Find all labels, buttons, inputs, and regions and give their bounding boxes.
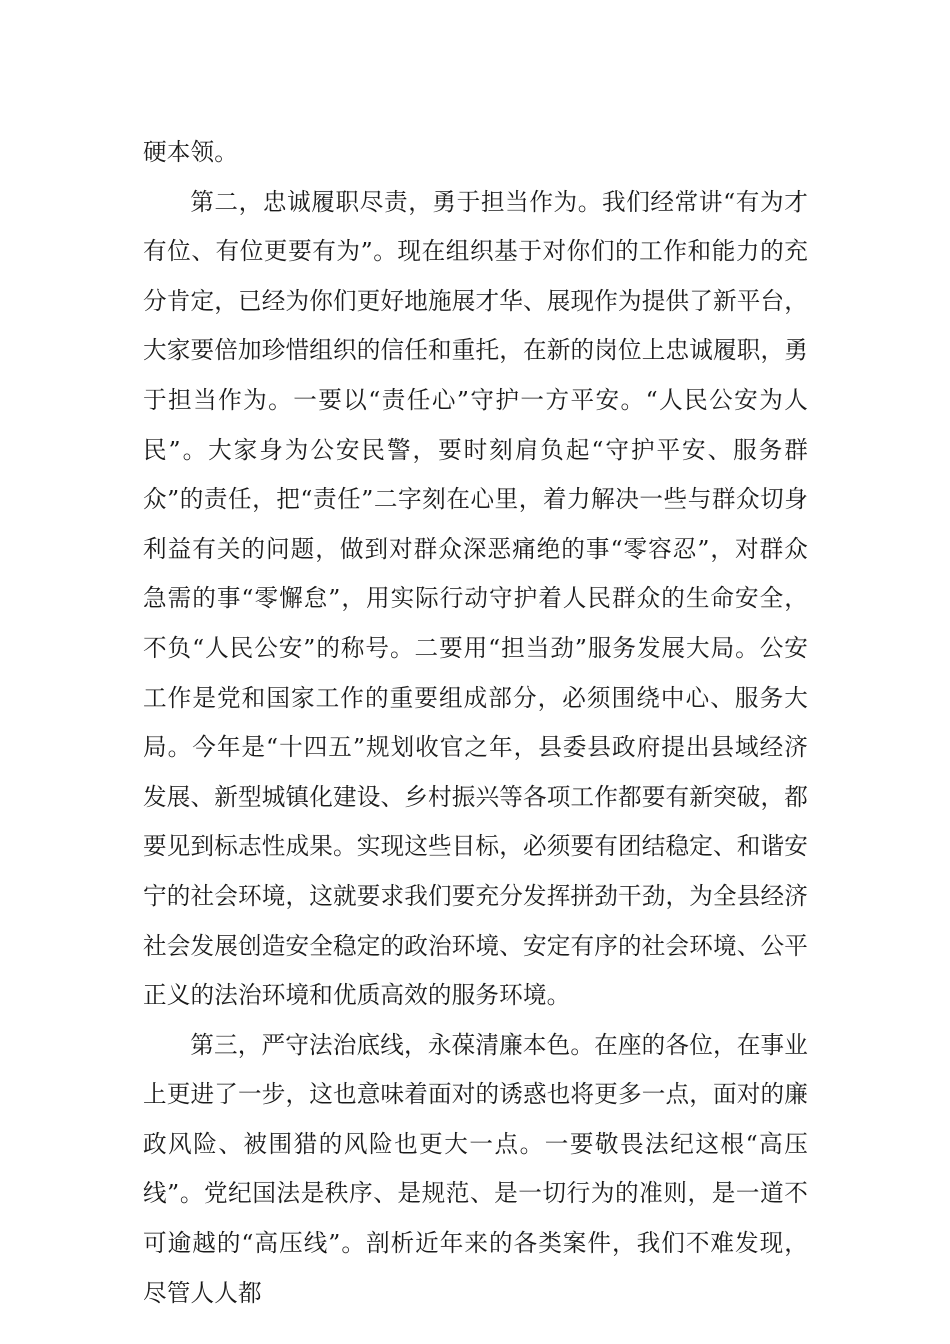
paragraph-second-point: 第二，忠诚履职尽责，勇于担当作为。我们经常讲“有为才有位、有位更要有为”。现在组织基于对你们的工作和能力的充分肯定，已经为你们更好地施展才华、展现作为提供了新平台，大家要倍加珍惜组织的信任和重托，在新的岗位上忠诚履职，勇于担当作为。一要以“责任心”守护一方平安。“人民公安为人民”。大家身为公安民警，要时刻肩负起“守护平安、服务群众”的责任，把“责任”二字刻在心里，着力解决一些与群众切身利益有关的问题，做到对群众深恶痛绝的事“零容忍”，对群众急需的事“零懈怠”，用实际行动守护着人民群众的生命安全，不负“人民公安”的称号。二要用“担当劲”服务发展大局。公安工作是党和国家工作的重要组成部分，必须围绕中心、服务大局。今年是“十四五”规划收官之年，县委县政府提出县域经济发展、新型城镇化建设、乡村振兴等各项工作都要有新突破，都要见到标志性成果。实现这些目标，必须要有团结稳定、和谐安宁的社会环境，这就要求我们要充分发挥拼劲干劲，为全县经济社会发展创造安全稳定的政治环境、安定有序的社会环境、公平正义的法治环境和优质高效的服务环境。 bbox=[143, 187, 808, 1010]
paragraph-continuation: 硬本领。 bbox=[143, 138, 238, 166]
paragraph-third-point: 第三，严守法治底线，永葆清廉本色。在座的各位，在事业上更进了一步，这也意味着面对的诱惑也将更多一点，面对的廉政风险、被围猎的风险也更大一点。一要敬畏法纪这根“高压线”。党纪国法是秩序、是规范、是一切行为的准则，是一道不可逾越的“高压线”。剖析近年来的各类案件，我们不难发现，尽管人人都 bbox=[143, 1030, 808, 1307]
document-body bbox=[143, 128, 808, 1318]
